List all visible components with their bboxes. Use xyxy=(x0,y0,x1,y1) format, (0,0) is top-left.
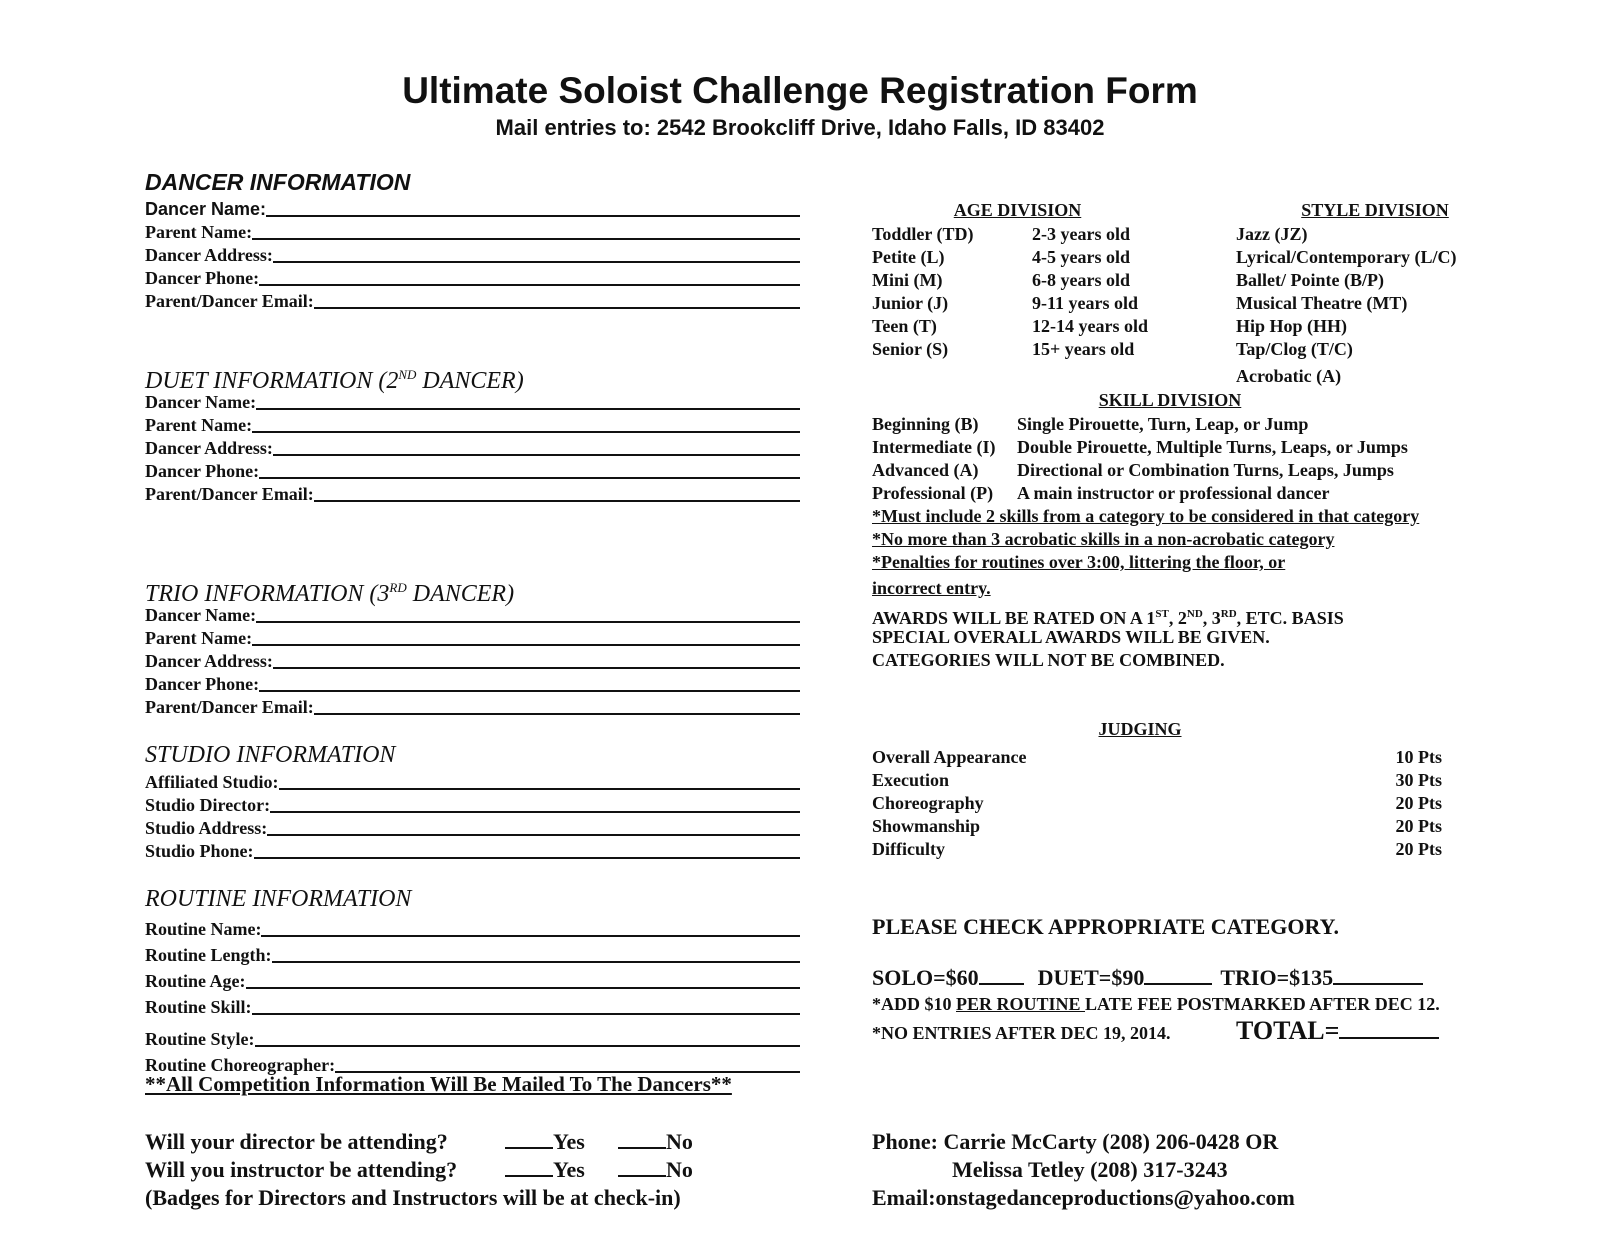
affiliated-studio-label: Affiliated Studio: xyxy=(145,772,279,792)
trio-address-label: Dancer Address: xyxy=(145,651,273,671)
trio-heading-b: DANCER) xyxy=(406,581,515,607)
dancer-name-line[interactable] xyxy=(266,215,800,217)
skill-rule: incorrect entry. xyxy=(872,578,991,598)
duet-phone-label: Dancer Phone: xyxy=(145,461,260,481)
trio-section xyxy=(145,573,800,718)
age-name: Junior (J) xyxy=(872,293,949,313)
awards-text: , 2 xyxy=(1168,608,1187,628)
judging-heading: JUDGING xyxy=(1098,719,1182,739)
studio-phone-line[interactable] xyxy=(254,857,800,859)
total-row xyxy=(1236,1015,1439,1046)
deadline-row xyxy=(872,1023,1171,1044)
age-range: 4-5 years old xyxy=(1032,247,1130,267)
studio-director-field[interactable] xyxy=(145,793,800,816)
awards-sup: ST xyxy=(1155,608,1169,620)
trio-phone-field[interactable] xyxy=(145,672,800,695)
awards-section xyxy=(872,603,1344,672)
skill-rule: *Must include 2 skills from a category to be considered in that category xyxy=(872,506,1420,526)
duet-name-label: Dancer Name: xyxy=(145,392,257,412)
trio-parent-field[interactable] xyxy=(145,626,800,649)
trio-email-field[interactable] xyxy=(145,695,800,718)
age-row xyxy=(872,223,1148,246)
instructor-attending-row xyxy=(145,1156,693,1184)
judging-row xyxy=(872,746,1442,769)
routine-length-label: Routine Length: xyxy=(145,945,272,965)
studio-heading: STUDIO INFORMATION xyxy=(145,742,396,768)
routine-skill-label: Routine Skill: xyxy=(145,997,252,1017)
skill-level: Advanced (A) xyxy=(872,460,979,480)
judging-criterion: Execution xyxy=(872,770,950,790)
instructor-question: Will you instructor be attending? xyxy=(145,1157,458,1182)
style-item: Jazz (JZ) xyxy=(1236,224,1308,244)
skill-division-heading: SKILL DIVISION xyxy=(1098,390,1242,410)
director-attending-row xyxy=(145,1128,693,1156)
skill-desc: Double Pirouette, Multiple Turns, Leaps, or Jumps xyxy=(1017,437,1408,457)
skill-desc: Directional or Combination Turns, Leaps, Jumps xyxy=(1017,460,1394,480)
trio-heading-sup: RD xyxy=(389,580,407,595)
studio-phone-label: Studio Phone: xyxy=(145,841,254,861)
fee-row xyxy=(872,965,1423,991)
director-yes-label: Yes xyxy=(553,1129,585,1154)
director-yes-blank[interactable] xyxy=(505,1129,553,1149)
studio-address-line[interactable] xyxy=(267,834,800,836)
awards-sup: ND xyxy=(1186,608,1203,620)
duet-heading xyxy=(145,360,800,394)
age-row xyxy=(872,338,1148,361)
routine-length-line[interactable] xyxy=(272,961,800,963)
dancer-section xyxy=(145,167,800,312)
style-item: Ballet/ Pointe (B/P) xyxy=(1236,270,1384,290)
judging-criterion: Overall Appearance xyxy=(872,747,1027,767)
skill-rule: *No more than 3 acrobatic skills in a non-acrobatic category xyxy=(872,529,1335,549)
awards-line-1 xyxy=(872,603,1344,626)
duet-heading-b: DANCER) xyxy=(416,368,524,394)
dancer-address-label: Dancer Address: xyxy=(145,245,273,265)
skill-desc: Single Pirouette, Turn, Leap, or Jump xyxy=(1017,414,1309,434)
routine-length-field[interactable] xyxy=(145,940,800,966)
skill-desc: A main instructor or professional dancer xyxy=(1017,483,1330,503)
age-range: 6-8 years old xyxy=(1032,270,1130,290)
style-division-list xyxy=(1236,223,1456,388)
director-no-label: No xyxy=(666,1129,693,1154)
age-division-heading: AGE DIVISION xyxy=(953,200,1082,220)
age-row xyxy=(872,246,1148,269)
skill-level: Professional (P) xyxy=(872,483,994,503)
trio-address-field[interactable] xyxy=(145,649,800,672)
contact-phone-1: Phone: Carrie McCarty (208) 206-0428 OR xyxy=(872,1129,1279,1154)
late-fee-note xyxy=(872,994,1440,1015)
affiliated-studio-line[interactable] xyxy=(279,788,800,790)
deadline-note: *NO ENTRIES AFTER DEC 19, 2014. xyxy=(872,1023,1171,1043)
style-item: Tap/Clog (T/C) xyxy=(1236,339,1353,359)
skill-level: Beginning (B) xyxy=(872,414,979,434)
studio-address-label: Studio Address: xyxy=(145,818,268,838)
badges-note: (Badges for Directors and Instructors will be at check-in) xyxy=(145,1185,681,1210)
contact-section xyxy=(872,1128,1295,1212)
judging-criterion: Difficulty xyxy=(872,839,945,859)
routine-style-label: Routine Style: xyxy=(145,1029,255,1049)
page-title: Ultimate Soloist Challenge Registration Form xyxy=(402,70,1198,111)
category-heading: PLEASE CHECK APPROPRIATE CATEGORY. xyxy=(872,914,1339,939)
duet-name-line[interactable] xyxy=(256,408,800,410)
dancer-email-field[interactable] xyxy=(145,289,800,312)
parent-name-label: Parent Name: xyxy=(145,222,253,242)
trio-parent-line[interactable] xyxy=(252,644,800,646)
judging-points: 20 Pts xyxy=(1395,816,1442,836)
solo-check-blank[interactable] xyxy=(979,965,1024,985)
dancer-phone-line[interactable] xyxy=(259,284,800,286)
age-division-list xyxy=(872,223,1148,361)
duet-section xyxy=(145,360,800,505)
awards-sup: RD xyxy=(1220,608,1237,620)
parent-name-line[interactable] xyxy=(252,238,800,240)
trio-fee: TRIO=$135 xyxy=(1220,965,1334,990)
judging-points: 20 Pts xyxy=(1395,839,1442,859)
awards-line-3: CATEGORIES WILL NOT BE COMBINED. xyxy=(872,650,1225,670)
age-name: Mini (M) xyxy=(872,270,943,290)
judging-row xyxy=(872,792,1442,815)
age-name: Toddler (TD) xyxy=(872,224,974,244)
dancer-address-field[interactable] xyxy=(145,243,800,266)
duet-fee: DUET=$90 xyxy=(1037,965,1145,990)
judging-points: 30 Pts xyxy=(1395,770,1442,790)
duet-parent-line[interactable] xyxy=(252,431,800,433)
skill-row xyxy=(872,459,1419,482)
studio-address-field[interactable] xyxy=(145,816,800,839)
awards-line-2: SPECIAL OVERALL AWARDS WILL BE GIVEN. xyxy=(872,627,1270,647)
duet-email-label: Parent/Dancer Email: xyxy=(145,484,314,504)
judging-row xyxy=(872,769,1442,792)
judging-row xyxy=(872,815,1442,838)
dancer-name-label: Dancer Name: xyxy=(145,199,267,219)
skill-level: Intermediate (I) xyxy=(872,437,996,457)
style-item: Hip Hop (HH) xyxy=(1236,316,1348,336)
trio-phone-label: Dancer Phone: xyxy=(145,674,260,694)
judging-criterion: Showmanship xyxy=(872,816,981,836)
style-item: Acrobatic (A) xyxy=(1236,366,1342,386)
skill-division-list xyxy=(872,413,1419,600)
routine-age-field[interactable] xyxy=(145,966,800,992)
routine-name-line[interactable] xyxy=(261,935,800,937)
late-fee-per-routine: PER ROUTINE xyxy=(956,994,1086,1014)
trio-email-line[interactable] xyxy=(314,713,800,715)
studio-phone-field[interactable] xyxy=(145,839,800,862)
judging-row xyxy=(872,838,1442,861)
skill-rule: *Penalties for routines over 3:00, littering the floor, or xyxy=(872,552,1286,572)
skill-row xyxy=(872,482,1419,505)
age-name: Teen (T) xyxy=(872,316,937,336)
attendance-section xyxy=(145,1128,693,1212)
duet-address-field[interactable] xyxy=(145,436,800,459)
judging-points: 10 Pts xyxy=(1395,747,1442,767)
duet-email-line[interactable] xyxy=(314,500,800,502)
trio-name-line[interactable] xyxy=(256,621,800,623)
dancer-email-label: Parent/Dancer Email: xyxy=(145,291,314,311)
awards-text: , ETC. BASIS xyxy=(1236,608,1344,628)
trio-address-line[interactable] xyxy=(273,667,800,669)
trio-name-label: Dancer Name: xyxy=(145,605,257,625)
duet-address-label: Dancer Address: xyxy=(145,438,273,458)
trio-email-label: Parent/Dancer Email: xyxy=(145,697,314,717)
studio-director-label: Studio Director: xyxy=(145,795,271,815)
parent-name-field[interactable] xyxy=(145,220,800,243)
age-row xyxy=(872,315,1148,338)
judging-points: 20 Pts xyxy=(1395,793,1442,813)
trio-check-blank[interactable] xyxy=(1333,965,1423,985)
studio-section xyxy=(145,740,800,862)
routine-style-line[interactable] xyxy=(255,1045,801,1047)
dancer-address-line[interactable] xyxy=(273,261,800,263)
age-range: 9-11 years old xyxy=(1032,293,1138,313)
duet-phone-line[interactable] xyxy=(259,477,800,479)
duet-phone-field[interactable] xyxy=(145,459,800,482)
duet-parent-label: Parent Name: xyxy=(145,415,253,435)
routine-skill-line[interactable] xyxy=(252,1013,800,1015)
awards-text: AWARDS WILL BE RATED ON A 1 xyxy=(872,608,1156,628)
age-range: 2-3 years old xyxy=(1032,224,1130,244)
routine-section xyxy=(145,884,800,1076)
skill-row xyxy=(872,413,1419,436)
style-item: Lyrical/Contemporary (L/C) xyxy=(1236,247,1457,267)
skill-row xyxy=(872,436,1419,459)
age-row xyxy=(872,269,1148,292)
style-division-heading: STYLE DIVISION xyxy=(1301,200,1449,220)
dancer-heading: DANCER INFORMATION xyxy=(145,169,411,195)
age-name: Petite (L) xyxy=(872,247,945,267)
judging-list xyxy=(872,746,1442,861)
style-item: Musical Theatre (MT) xyxy=(1236,293,1408,313)
age-range: 12-14 years old xyxy=(1032,316,1148,336)
total-blank[interactable] xyxy=(1339,1015,1439,1039)
trio-heading-a: TRIO INFORMATION (3 xyxy=(145,581,390,607)
duet-address-line[interactable] xyxy=(273,454,800,456)
trio-heading xyxy=(145,573,800,607)
routine-name-field[interactable] xyxy=(145,914,800,940)
judging-criterion: Choreography xyxy=(872,793,984,813)
duet-heading-a: DUET INFORMATION (2 xyxy=(145,368,399,394)
age-range: 15+ years old xyxy=(1032,339,1135,359)
instructor-no-label: No xyxy=(666,1157,693,1182)
routine-age-label: Routine Age: xyxy=(145,971,246,991)
duet-parent-field[interactable] xyxy=(145,413,800,436)
director-question: Will your director be attending? xyxy=(145,1129,448,1154)
duet-heading-sup: ND xyxy=(398,367,417,382)
dancer-name-field[interactable] xyxy=(145,197,800,220)
routine-style-field[interactable] xyxy=(145,1018,800,1050)
solo-fee: SOLO=$60 xyxy=(872,965,979,990)
late-fee-b: LATE FEE POSTMARKED AFTER DEC 12. xyxy=(1085,994,1440,1014)
director-no-blank[interactable] xyxy=(618,1129,666,1149)
affiliated-studio-field[interactable] xyxy=(145,770,800,793)
trio-parent-label: Parent Name: xyxy=(145,628,253,648)
trio-phone-line[interactable] xyxy=(259,690,800,692)
routine-choreographer-label: Routine Choreographer: xyxy=(145,1055,336,1075)
total-label: TOTAL= xyxy=(1236,1016,1340,1045)
contact-phone-2: Melissa Tetley (208) 317-3243 xyxy=(952,1157,1228,1182)
dancer-phone-field[interactable] xyxy=(145,266,800,289)
duet-email-field[interactable] xyxy=(145,482,800,505)
routine-name-label: Routine Name: xyxy=(145,919,262,939)
duet-check-blank[interactable] xyxy=(1144,965,1212,985)
awards-text: , 3 xyxy=(1202,608,1221,628)
mailing-address: Mail entries to: 2542 Brookcliff Drive, Idaho Falls, ID 83402 xyxy=(495,115,1105,140)
late-fee-a: *ADD $10 xyxy=(872,994,956,1014)
instructor-yes-blank[interactable] xyxy=(505,1157,553,1177)
instructor-no-blank[interactable] xyxy=(618,1157,666,1177)
routine-age-line[interactable] xyxy=(246,987,801,989)
routine-skill-field[interactable] xyxy=(145,992,800,1018)
instructor-yes-label: Yes xyxy=(553,1157,585,1182)
dancer-email-line[interactable] xyxy=(314,307,800,309)
mailing-note: **All Competition Information Will Be Mailed To The Dancers** xyxy=(145,1072,732,1096)
routine-heading: ROUTINE INFORMATION xyxy=(145,886,412,912)
studio-director-line[interactable] xyxy=(270,811,800,813)
dancer-phone-label: Dancer Phone: xyxy=(145,268,260,288)
age-row xyxy=(872,292,1148,315)
age-name: Senior (S) xyxy=(872,339,949,359)
contact-email[interactable]: Email:onstagedanceproductions@yahoo.com xyxy=(872,1185,1295,1210)
